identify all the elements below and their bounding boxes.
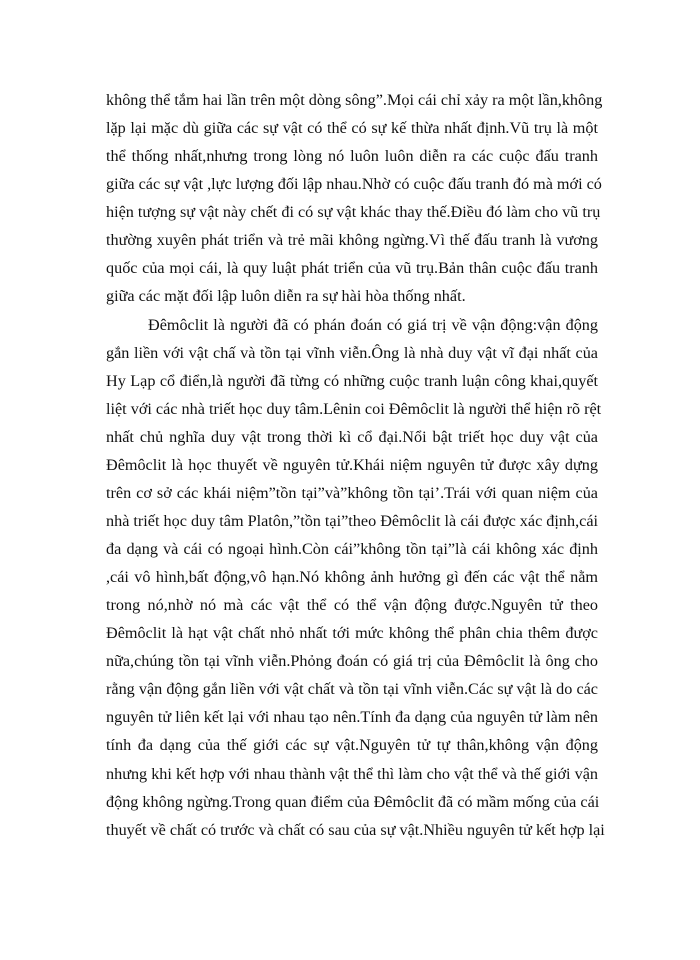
text-line: nhất chủ nghĩa duy vật trong thời kì cổ đại.Nổi bật triết học duy vật của bbox=[106, 427, 598, 446]
text-line: trên cơ sở các khái niệm”tồn tại”và”không tồn tại’.Trái với quan niệm của bbox=[106, 483, 598, 502]
text-line: lặp lại mặc dù giữa các sự vật có thể có sự kế thừa nhất định.Vũ trụ là một bbox=[106, 119, 598, 138]
text-line: Hy Lạp cổ điển,là người đã từng có những cuộc tranh luận công khai,quyết bbox=[106, 371, 598, 390]
text-line: giữa các mặt đối lập luôn diễn ra sự hài hòa thống nhất. bbox=[106, 287, 466, 306]
text-line: thuyết về chất có trước và chất có sau của sự vật.Nhiều nguyên tử kết hợp lại bbox=[106, 820, 605, 839]
text-line: gắn liền với vật chấ và tồn tại vĩnh viễn.Ông là nhà duy vật vĩ đại nhất của bbox=[106, 343, 598, 362]
text-line: Đêmôclit là hạt vật chất nhỏ nhất tới mức không thể phân chia thêm được bbox=[106, 624, 598, 643]
text-line: đa dạng và cái có ngoại hình.Còn cái”không tồn tại”là cái không xác định bbox=[106, 540, 598, 558]
text-line: Đêmôclit là học thuyết về nguyên tử.Khái niệm nguyên tử được xây dựng bbox=[106, 455, 598, 474]
text-line: quốc của mọi cái, là quy luật phát triển của vũ trụ.Bản thân cuộc đấu tranh bbox=[106, 259, 598, 278]
text-line: giữa các sự vật ,lực lượng đối lập nhau.Nhờ có cuộc đấu tranh đó mà mới có bbox=[106, 175, 602, 194]
text-line: thể thống nhất,nhưng trong lòng nó luôn luôn diễn ra các cuộc đấu tranh bbox=[106, 147, 598, 166]
paragraph-2 bbox=[106, 311, 605, 844]
text-line: Đêmôclit là người đã có phán đoán có giá trị về vận động:vận động bbox=[148, 315, 598, 334]
text-line: không thể tắm hai lần trên một dòng sông”.Mọi cái chỉ xảy ra một lần,không bbox=[106, 91, 603, 109]
text-line: nhưng khi kết hợp với nhau thành vật thể thì làm cho vật thể và thế giới vận bbox=[106, 764, 598, 783]
text-line: nhà triết học duy tâm Platôn,”tồn tại”theo Đêmôclit là cái được xác định,cái bbox=[106, 511, 599, 530]
text-line: động không ngừng.Trong quan điểm của Đêmôclit đã có mầm mống của cái bbox=[106, 792, 600, 811]
paragraph-1 bbox=[106, 86, 603, 311]
text-line: hiện tượng sự vật này chết đi có sự vật khác thay thế.Điều đó làm cho vũ trụ bbox=[106, 203, 601, 222]
text-line: nguyên tử liên kết lại với nhau tạo nên.Tính đa dạng của nguyên tử làm nên bbox=[106, 708, 598, 727]
text-line: liệt với các nhà triết học duy tâm.Lênin coi Đêmôclit là người thể hiện rõ rệt bbox=[106, 399, 602, 418]
text-line: thường xuyên phát triển và trẻ mãi không ngừng.Vì thế đấu tranh là vương bbox=[106, 231, 598, 250]
text-line: trong nó,nhờ nó mà các vật thể có thể vận động được.Nguyên tử theo bbox=[106, 596, 598, 615]
text-line: nữa,chúng tồn tại vĩnh viễn.Phỏng đoán có giá trị của Đêmôclit là ông cho bbox=[106, 652, 598, 671]
document-page bbox=[106, 86, 605, 844]
text-line: ,cái vô hình,bất động,vô hạn.Nó không ảnh hưởng gì đến các vật thể nằm bbox=[106, 568, 598, 587]
text-line: rằng vận động gắn liền với vật chất và tồn tại vĩnh viễn.Các sự vật là do các bbox=[106, 680, 598, 699]
text-line: tính đa dạng của thế giới các sự vật.Nguyên tử tự thân,không vận động bbox=[106, 736, 598, 755]
